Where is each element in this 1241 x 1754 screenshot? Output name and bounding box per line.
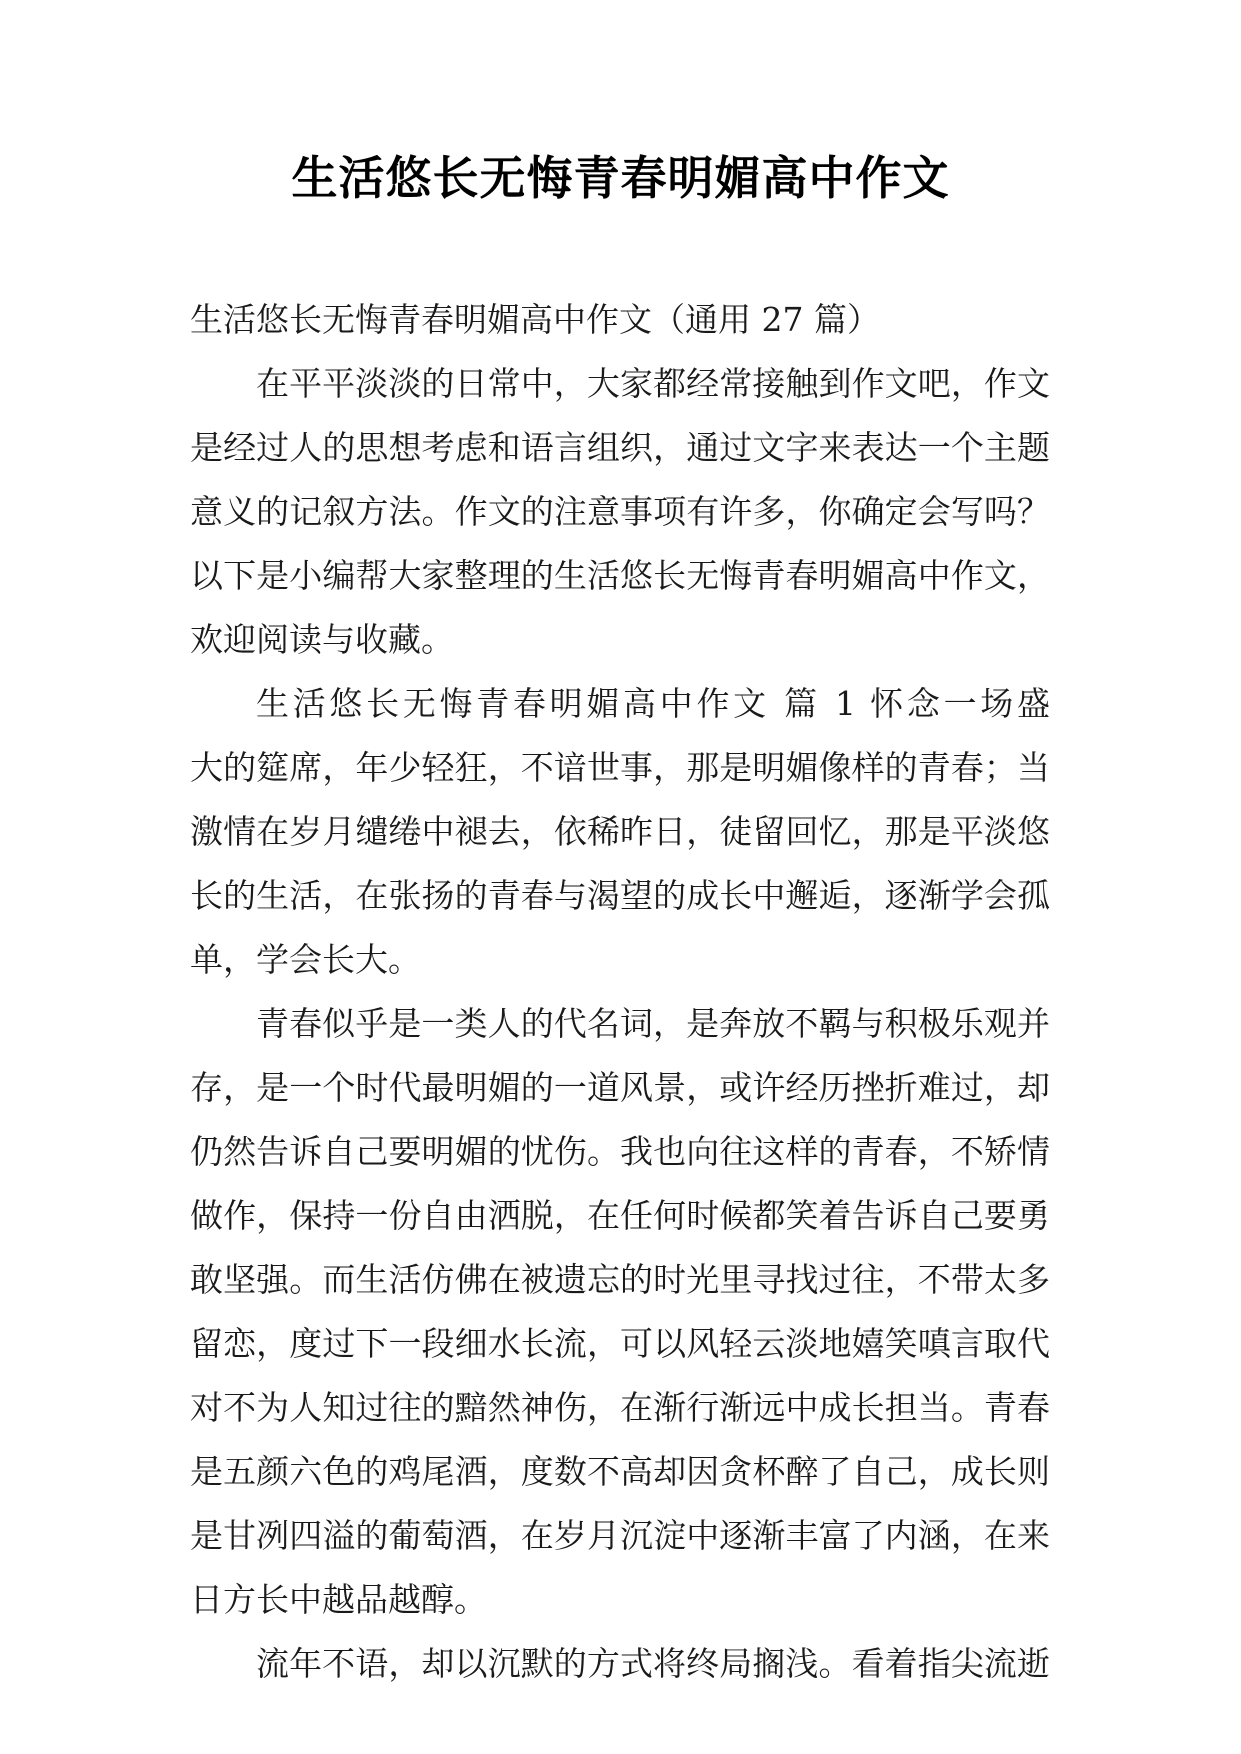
paragraph-line: 仍然告诉自己要明媚的忧伤。我也向往这样的青春，不矫情 (190, 1132, 1050, 1171)
paragraph-line: 以下是小编帮大家整理的生活悠长无悔青春明媚高中作文， (190, 556, 1050, 595)
document-body (190, 288, 1050, 1696)
document-title: 生活悠长无悔青春明媚高中作文 (291, 151, 950, 205)
paragraph-line: 激情在岁月缱绻中褪去，依稀昨日，徒留回忆，那是平淡悠 (190, 812, 1050, 851)
paragraph-line: 日方长中越品越醇。 (190, 1580, 487, 1619)
paragraph-line: 做作，保持一份自由洒脱，在任何时候都笑着告诉自己要勇 (190, 1196, 1050, 1235)
paragraph-line: 生活悠长无悔青春明媚高中作文 篇 1 怀念一场盛 (256, 684, 1050, 723)
paragraph-line: 青春似乎是一类人的代名词，是奔放不羁与积极乐观并 (256, 1004, 1050, 1043)
paragraph-line: 对不为人知过往的黯然神伤，在渐行渐远中成长担当。青春 (190, 1388, 1050, 1427)
paragraph-line: 敢坚强。而生活仿佛在被遗忘的时光里寻找过往，不带太多 (190, 1260, 1050, 1299)
paragraph-line: 意义的记叙方法。作文的注意事项有许多，你确定会写吗？ (190, 492, 1050, 531)
paragraph-line: 是五颜六色的鸡尾酒，度数不高却因贪杯醉了自己，成长则 (190, 1452, 1050, 1491)
paragraph-line: 存，是一个时代最明媚的一道风景，或许经历挫折难过，却 (190, 1068, 1050, 1107)
paragraph-line: 欢迎阅读与收藏。 (190, 620, 454, 659)
paragraph-line: 是甘冽四溢的葡萄酒，在岁月沉淀中逐渐丰富了内涵，在来 (190, 1516, 1050, 1555)
subtitle-line: 生活悠长无悔青春明媚高中作文（通用 27 篇） (190, 300, 880, 339)
paragraph-line: 是经过人的思想考虑和语言组织，通过文字来表达一个主题 (190, 428, 1050, 467)
paragraph-line: 大的筵席，年少轻狂，不谙世事，那是明媚像样的青春；当 (190, 748, 1050, 787)
paragraph-line: 在平平淡淡的日常中，大家都经常接触到作文吧，作文 (256, 364, 1050, 403)
paragraph-line: 留恋，度过下一段细水长流，可以风轻云淡地嬉笑嗔言取代 (190, 1324, 1050, 1363)
paragraph-line: 长的生活，在张扬的青春与渴望的成长中邂逅，逐渐学会孤 (190, 876, 1050, 915)
paragraph-line: 流年不语，却以沉默的方式将终局搁浅。看着指尖流逝 (256, 1644, 1050, 1683)
paragraph-line: 单，学会长大。 (190, 940, 421, 979)
